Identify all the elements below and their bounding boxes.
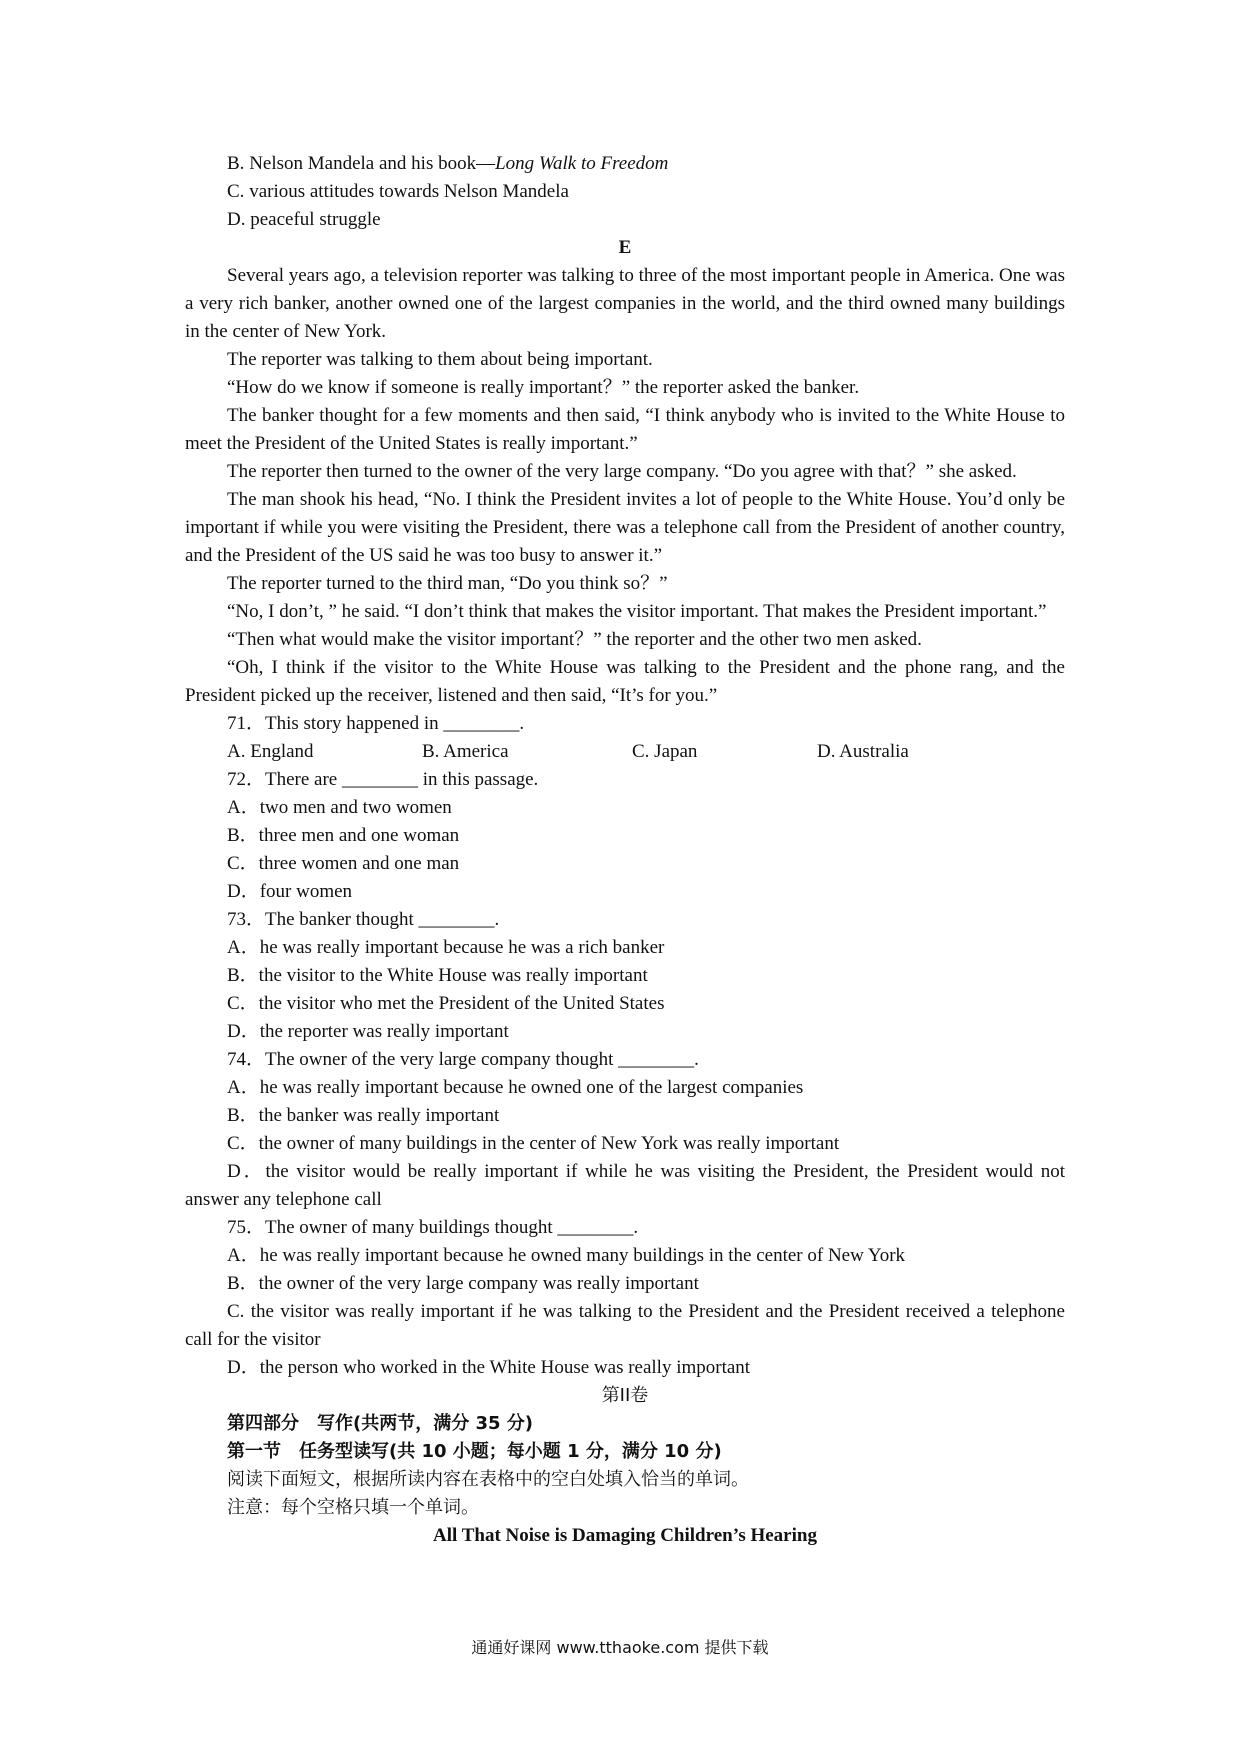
question-73-option: A．he was really important because he was a rich banker [227,937,665,958]
question-73-option: C．the visitor who met the President of the United States [227,993,665,1014]
question-72-option: C．three women and one man [227,853,460,874]
question-75-option: B．the owner of the very large company was really important [227,1273,699,1294]
passage-paragraph: “How do we know if someone is really important？” the reporter asked the banker. [227,377,860,398]
passage-paragraph: The man shook his head, “No. I think the President invites a lot of people to the White House. You’d only be important if while you were visiting the President, there was a telephone call from the President of another country, and the President of the US said he was too busy to answer it.” [185,489,1065,566]
section-heading-e: E [618,237,632,258]
question-72-stem: 72．There are ________ in this passage. [227,769,539,790]
passage-paragraph: The reporter then turned to the owner of the very large company. “Do you agree with that？” she asked. [227,461,1017,482]
question-71-option-c: C. Japan [632,741,698,762]
page-footer: 通通好课网 www.tthaoke.com 提供下载 [471,1638,769,1657]
question-73-option: D．the reporter was really important [227,1021,509,1042]
passage-paragraph: The banker thought for a few moments and then said, “I think anybody who is invited to the White House to meet the President of the United States is really important.” [185,405,1065,454]
question-75-option: C. the visitor was really important if he was talking to the President and the President received a telephone call for the visitor [185,1301,1065,1350]
question-74-option: D．the visitor would be really important if while he was visiting the President, the President would not answer any telephone call [185,1161,1065,1210]
question-71-options [185,738,1065,766]
note-text: 注意：每个空格只填一个单词。 [227,1497,479,1518]
question-73-option: B．the visitor to the White House was really important [227,965,648,986]
passage-paragraph: The reporter turned to the third man, “Do you think so？” [227,573,668,594]
passage-paragraph: Several years ago, a television reporter was talking to three of the most important people in America. One was a very rich banker, another owned one of the largest companies in the world, and the third owned many buildings in the center of New York. [185,265,1065,342]
question-74-stem: 74．The owner of the very large company thought ________. [227,1049,699,1070]
prev-option-d: D. peaceful struggle [227,209,381,230]
passage-paragraph: “Oh, I think if the visitor to the White House was talking to the President and the phone rang, and the President picked up the receiver, listened and then said, “It’s for you.” [185,657,1065,706]
question-71-option-d: D. Australia [817,741,909,762]
question-72-option: D．four women [227,881,353,902]
question-75-stem: 75．The owner of many buildings thought ________. [227,1217,639,1238]
prev-option-c: C. various attitudes towards Nelson Mandela [227,181,569,202]
question-74-option: C．the owner of many buildings in the center of New York was really important [227,1133,840,1154]
exam-page [185,150,1065,1550]
instruction-text: 阅读下面短文，根据所读内容在表格中的空白处填入恰当的单词。 [227,1469,749,1490]
question-75-option: D．the person who worked in the White House was really important [227,1357,751,1378]
passage-paragraph: “Then what would make the visitor important？” the reporter and the other two men asked. [227,629,922,650]
question-72-option: A．two men and two women [227,797,452,818]
question-75-option: A．he was really important because he owned many buildings in the center of New York [227,1245,906,1266]
question-71-stem: 71．This story happened in ________. [227,713,525,734]
volume-heading: 第II卷 [601,1385,649,1406]
part4-title: 第四部分 写作(共两节，满分 35 分) [227,1413,534,1434]
prev-option-b: B. Nelson Mandela and his book—Long Walk to Freedom [227,153,669,174]
question-74-option: B．the banker was really important [227,1105,500,1126]
question-71-option-a: A. England [227,741,314,762]
passage-paragraph: “No, I don’t, ” he said. “I don’t think that makes the visitor important. That makes the President important.” [227,601,1047,622]
passage-paragraph: The reporter was talking to them about being important. [227,349,653,370]
question-73-stem: 73．The banker thought ________. [227,909,500,930]
section1-title: 第一节 任务型读写(共 10 小题；每小题 1 分，满分 10 分) [227,1441,722,1462]
question-71-option-b: B. America [422,741,509,762]
article-title: All That Noise is Damaging Children’s Hearing [433,1525,817,1546]
question-72-option: B．three men and one woman [227,825,460,846]
question-74-option: A．he was really important because he owned one of the largest companies [227,1077,804,1098]
